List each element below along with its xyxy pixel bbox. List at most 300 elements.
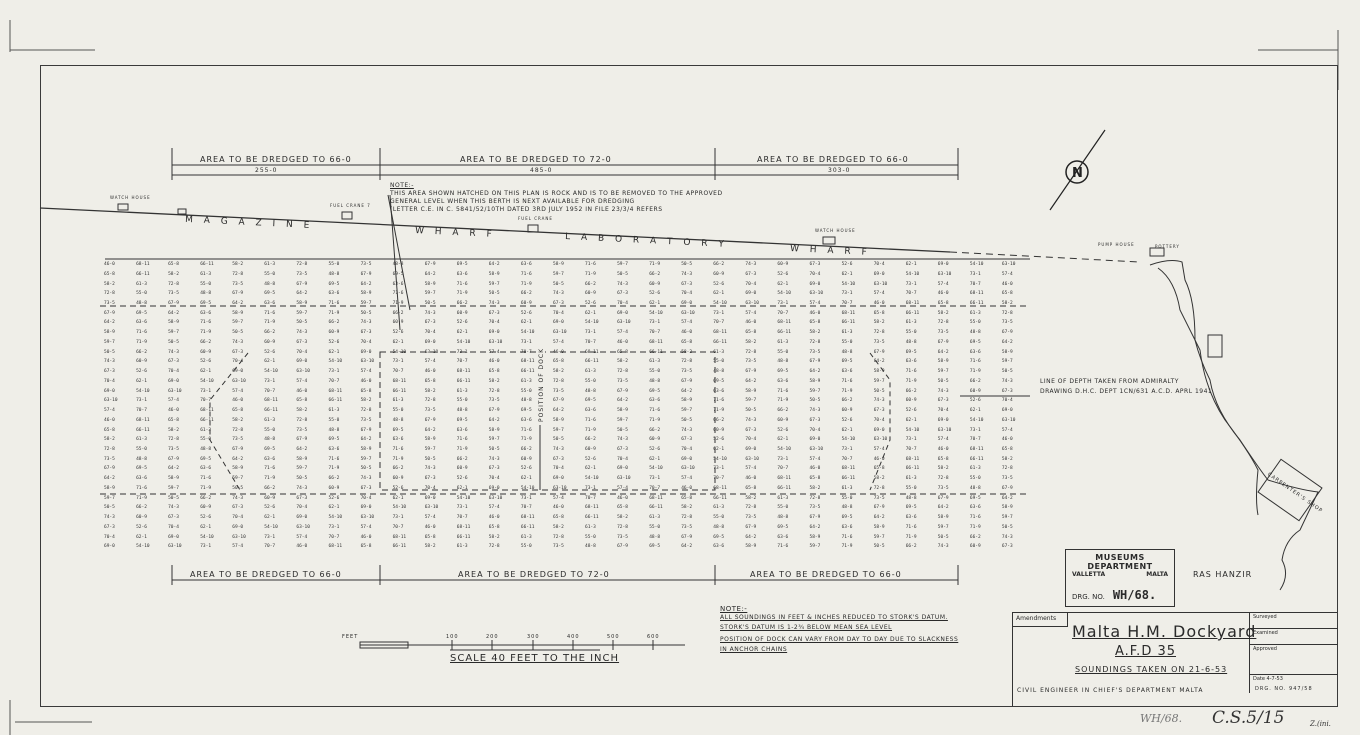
sounding-value: 52-6 [328,495,340,501]
sounding-value: 71-9 [136,339,147,345]
sounding-value: 67-9 [745,369,757,375]
sounding-value: 67-3 [681,281,693,287]
sounding-value: 54-10 [456,495,471,501]
sounding-value: 46-0 [681,330,693,336]
sounding-value: 71-9 [520,437,532,443]
sounding-value: 74-3 [424,466,436,472]
sounding-value: 57-4 [873,446,885,452]
sounding-value: 68-11 [136,417,150,423]
sounding-value: 69-0 [681,456,693,462]
sounding-value: 58-9 [617,408,628,413]
sounding-value: 66-2 [264,485,276,491]
scale-feet-label: FEET [342,634,359,640]
sounding-value: 74-3 [296,485,308,491]
sounding-value: 61-3 [777,495,789,501]
sounding-value: 73-1 [456,505,468,511]
sounding-value: 71-9 [585,427,596,433]
sounding-value: 58-2 [873,320,885,326]
sounding-value: 70-4 [1001,398,1013,404]
sounding-value: 63-6 [777,378,789,384]
sounding-value: 68-11 [905,456,920,462]
sounding-value: 69-5 [328,437,340,443]
sounding-value: 61-3 [713,505,725,511]
sounding-value: 67-3 [1001,544,1013,550]
sounding-value: 74-3 [104,359,115,365]
sounding-value: 46-0 [745,320,757,326]
sounding-value: 70-7 [328,534,340,540]
sounding-value: 52-6 [520,310,532,316]
sounding-value: 54-10 [649,466,663,472]
sounding-value: 67-9 [873,505,885,511]
sounding-value: 50-5 [937,378,949,384]
sounding-value: 48-8 [585,544,596,550]
scale-tick: 300 [527,634,540,640]
sounding-value: 46-0 [553,505,564,511]
sounding-value: 70-4 [553,310,564,316]
sounding-value: 50-5 [104,505,115,511]
sounding-value: 74-3 [232,495,244,501]
sounding-value: 69-5 [456,417,468,423]
sounding-value: 71-6 [392,446,404,452]
dredge-label-top-left: AREA TO BE DREDGED TO 66-0 [200,155,352,164]
sounding-value: 71-9 [264,476,276,482]
sounding-value: 70-7 [841,456,853,462]
sounding-value: 73-1 [841,291,853,297]
sounding-value: 58-9 [809,378,821,384]
sounding-value: 73-5 [553,388,564,394]
sounding-value: 46-0 [232,398,244,404]
sounding-value: 71-6 [200,476,212,482]
sounding-value: 62-1 [713,446,725,452]
sounding-value: 64-2 [873,359,885,365]
sounding-value: 58-2 [168,427,179,433]
sounding-value: 62-1 [456,485,468,491]
sounding-value: 61-3 [585,524,596,530]
sounding-value: 62-1 [649,300,661,306]
sounding-value: 48-8 [649,378,661,384]
sounding-value: 66-11 [456,378,471,384]
catalogue-initials: Z.(ini. [1310,720,1331,728]
sounding-value: 69-5 [520,408,532,413]
sounding-value: 61-3 [777,339,789,345]
sounding-value: 67-3 [1001,388,1013,394]
sounding-value: 57-4 [296,378,308,384]
sounding-value: 66-11 [841,476,856,482]
sounding-value: 74-3 [681,427,693,433]
scale-tick: 200 [486,634,499,640]
sounding-value: 67-9 [424,417,436,423]
sounding-value: 62-1 [264,515,276,521]
sounding-value: 50-5 [681,417,693,423]
scale-caption: SCALE 40 FEET TO THE INCH [450,653,620,664]
sounding-value: 68-11 [905,300,920,306]
sounding-value: 73-5 [232,437,244,443]
drawing-title: Malta H.M. Dockyard [1072,622,1257,641]
sounding-value: 71-9 [456,446,468,452]
sounding-value: 73-5 [296,271,308,277]
sounding-value: 57-4 [553,339,564,345]
sounding-value: 52-6 [905,408,917,413]
laboratory-label: L A B O R A T O R Y [564,232,729,250]
sounding-value: 54-10 [713,300,727,306]
sounding-value: 59-7 [232,476,244,482]
sounding-value: 70-4 [360,495,372,501]
sounding-value: 66-2 [905,388,917,394]
sounding-value: 52-6 [713,281,725,287]
sounding-value: 63-10 [553,330,567,336]
sounding-value: 65-8 [296,398,308,404]
sounding-value: 63-6 [585,408,596,413]
sounding-value: 57-4 [488,349,500,355]
sounding-value: 63-6 [520,417,532,423]
scale-tick: 500 [607,634,620,640]
sounding-value: 55-0 [905,330,917,336]
sounding-value: 52-6 [649,446,661,452]
sounding-value: 60-9 [328,330,340,336]
sounding-value: 66-2 [969,534,981,540]
sounding-value: 73-1 [264,378,276,384]
sounding-value: 69-0 [296,359,308,365]
sounding-value: 58-2 [1001,456,1013,462]
sounding-value: 63-6 [456,427,468,433]
sounding-value: 65-8 [168,417,179,423]
sounding-value: 62-1 [841,271,853,277]
sounding-value: 66-2 [392,310,404,316]
sounding-value: 69-0 [809,281,821,287]
sounding-value: 73-5 [168,446,179,452]
sounding-value: 55-0 [392,408,404,413]
sounding-value: 65-8 [424,534,436,540]
sounding-value: 58-9 [104,485,115,491]
sounding-value: 69-5 [969,495,981,501]
sounding-value: 65-8 [553,359,564,365]
sounding-value: 72-8 [873,485,885,491]
sounding-value: 48-8 [841,505,853,511]
sounding-value: 62-1 [713,291,725,297]
sounding-value: 71-6 [328,300,340,306]
sounding-value: 67-9 [617,544,628,550]
sounding-value: 59-7 [937,524,949,530]
sounding-value: 71-9 [200,330,212,336]
sounding-value: 64-2 [809,369,821,375]
top-note-heading: NOTE:- [390,182,414,189]
sounding-value: 64-2 [488,262,500,267]
sounding-value: 58-2 [360,398,372,404]
sounding-value: 71-9 [456,291,468,297]
sounding-value: 68-11 [520,515,535,521]
sounding-value: 67-9 [1001,485,1013,491]
sounding-value: 72-8 [553,534,564,540]
sounding-value: 62-1 [328,349,340,355]
sounding-value: 62-1 [777,437,789,443]
sounding-value: 66-11 [969,456,984,462]
sounding-value: 54-10 [264,369,278,375]
sounding-value: 58-9 [937,359,949,365]
sounding-value: 69-0 [745,446,757,452]
sounding-value: 70-7 [969,281,981,287]
bottom-note-line1: ALL SOUNDINGS IN FEET & INCHES REDUCED TO STORK'S DATUM. [720,614,948,621]
sounding-value: 67-9 [809,359,821,365]
sounding-value: 46-0 [937,291,949,297]
sounding-value: 69-5 [713,378,725,384]
sounding-value: 74-3 [488,456,500,462]
bottom-note-line4: IN ANCHOR CHAINS [720,646,788,653]
sounding-value: 73-1 [200,388,212,394]
sounding-value: 71-6 [520,271,532,277]
sounding-value: 55-0 [969,320,981,326]
sounding-value: 52-6 [456,476,468,482]
sounding-value: 58-2 [617,359,628,365]
sounding-value: 73-5 [1001,320,1013,326]
sounding-value: 70-4 [681,291,693,297]
sounding-value: 61-3 [264,417,276,423]
sounding-value: 55-0 [585,378,596,384]
sounding-value: 65-8 [617,349,628,355]
sounding-value: 66-2 [136,349,147,355]
sounding-value: 63-10 [104,398,118,404]
sounding-value: 73-1 [841,446,853,452]
sounding-value: 73-5 [617,534,628,540]
sounding-value: 57-4 [424,515,436,521]
sounding-value: 66-11 [520,524,535,530]
sounding-value: 52-6 [520,466,532,472]
sounding-value: 48-8 [777,359,789,365]
sounding-value: 62-1 [200,524,212,530]
sounding-value: 70-4 [488,476,500,482]
sounding-value: 70-7 [713,320,725,326]
sounding-value: 73-1 [264,534,276,540]
sounding-value: 63-6 [456,271,468,277]
sounding-value: 66-11 [520,369,535,375]
sounding-value: 59-7 [104,339,115,345]
sounding-value: 71-6 [841,534,853,540]
sounding-value: 54-10 [136,544,150,550]
sounding-value: 71-6 [905,524,917,530]
sounding-value: 60-9 [200,349,212,355]
sounding-value: 74-3 [104,515,115,521]
sounding-value: 72-8 [1001,310,1013,316]
sounding-value: 66-2 [200,339,212,345]
sounding-value: 70-7 [905,446,917,452]
sounding-value: 46-0 [745,476,757,482]
sounding-value: 58-2 [168,271,179,277]
sounding-value: 67-3 [745,427,757,433]
sounding-value: 60-9 [456,466,468,472]
sounding-value: 54-10 [969,262,984,267]
stamp-city: VALLETTA [1072,571,1106,578]
dredge-label-bottom-left: AREA TO BE DREDGED TO 66-0 [190,570,342,579]
sounding-value: 63-6 [136,320,147,326]
sounding-value: 66-11 [264,408,278,413]
sounding-value: 59-7 [681,408,693,413]
sounding-value: 67-9 [873,349,885,355]
sounding-value: 50-5 [360,466,372,472]
sounding-value: 67-3 [232,505,244,511]
sounding-value: 60-9 [136,515,147,521]
sounding-value: 63-10 [488,495,503,501]
bottom-note-heading: NOTE:- [720,605,748,613]
sounding-value: 52-6 [713,437,725,443]
sounding-value: 50-5 [360,310,372,316]
sounding-value: 70-7 [392,369,404,375]
sounding-value: 58-2 [232,262,244,267]
sounding-value: 62-1 [136,378,147,384]
sounding-value: 70-4 [168,369,179,375]
sounding-value: 54-10 [264,524,278,530]
sounding-value: 71-6 [969,515,981,521]
sounding-value: 71-9 [136,495,147,501]
sounding-value: 61-3 [264,262,276,267]
sounding-value: 52-6 [777,271,789,277]
sounding-value: 54-10 [841,281,856,287]
sounding-value: 71-9 [969,369,981,375]
sounding-value: 74-3 [296,330,308,336]
sounding-value: 69-0 [232,369,244,375]
sounding-value: 60-9 [328,485,340,491]
sounding-value: 69-5 [905,505,917,511]
sounding-value: 62-1 [905,417,917,423]
sounding-value: 74-3 [809,408,821,413]
sounding-value: 63-6 [905,359,917,365]
bottom-note-line3: POSITION OF DOCK CAN VARY FROM DAY TO DAY DUE TO SLACKNESS [720,636,959,643]
sounding-value: 67-3 [296,495,308,501]
sounding-value: 55-0 [841,339,853,345]
sounding-value: 69-5 [713,534,725,540]
sounding-value: 58-9 [745,544,757,550]
sounding-value: 60-9 [905,398,917,404]
sounding-value: 57-4 [681,320,693,326]
sounding-value: 63-10 [617,476,631,482]
line-of-depth-1: LINE OF DEPTH TAKEN FROM ADMIRALTY [1040,378,1179,385]
sounding-value: 46-0 [360,534,372,540]
sounding-value: 74-3 [360,320,372,326]
sounding-value: 63-10 [809,446,824,452]
sounding-value: 50-5 [232,330,244,336]
sounding-value: 70-4 [937,408,949,413]
sounding-value: 54-10 [456,339,471,345]
stamp-drg-label: DRG. NO. [1072,593,1105,601]
sounding-value: 63-10 [873,281,888,287]
sounding-value: 69-0 [168,378,179,384]
sounding-value: 71-6 [969,359,981,365]
sounding-value: 71-6 [585,417,596,423]
sounding-value: 62-1 [649,456,661,462]
sounding-value: 72-8 [617,524,628,530]
sounding-value: 70-4 [873,262,885,267]
sounding-value: 67-9 [296,437,308,443]
sounding-value: 70-4 [104,378,115,384]
sounding-value: 65-8 [873,466,885,472]
sounding-value: 71-9 [905,534,917,540]
sounding-value: 58-2 [873,476,885,482]
sounding-value: 64-2 [424,271,436,277]
sounding-value: 59-7 [617,417,628,423]
sounding-value: 60-9 [777,262,789,267]
sounding-value: 70-7 [649,485,661,491]
sounding-value: 66-2 [649,271,661,277]
sounding-value: 58-9 [424,437,436,443]
sounding-value: 50-5 [681,262,693,267]
sounding-value: 48-8 [456,408,468,413]
sounding-value: 48-8 [136,456,147,462]
sounding-value: 48-8 [777,515,789,521]
sounding-value: 58-9 [1001,349,1013,355]
sounding-value: 64-2 [681,544,693,550]
sounding-value: 67-9 [360,427,372,433]
sounding-value: 62-1 [456,330,468,336]
sounding-value: 61-3 [969,466,981,472]
sounding-value: 74-3 [937,544,949,550]
sounding-value: 71-6 [200,320,212,326]
sounding-value: 48-8 [392,262,404,267]
sounding-value: 73-5 [681,369,693,375]
sounding-value: 58-2 [424,544,436,550]
sounding-value: 46-0 [168,408,179,413]
sounding-value: 63-10 [745,456,759,462]
sounding-value: 46-0 [424,524,436,530]
sounding-value: 70-4 [232,515,244,521]
sounding-value: 48-8 [713,369,725,375]
sounding-value: 63-10 [681,466,695,472]
sounding-value: 71-9 [649,417,661,423]
sounding-value: 65-8 [809,320,821,326]
examined-cell: Examined [1250,629,1338,645]
sounding-value: 63-10 [809,291,824,297]
sounding-value: 57-4 [937,281,949,287]
sounding-value: 50-5 [168,339,179,345]
sounding-value: 59-7 [488,281,500,287]
sounding-value: 58-9 [873,369,885,375]
sounding-value: 73-1 [328,369,340,375]
sounding-value: 48-8 [200,291,212,297]
sounding-value: 66-11 [905,310,920,316]
sounding-value: 63-10 [553,485,567,491]
sounding-value: 59-7 [809,388,821,394]
sounding-value: 69-5 [905,349,917,355]
sounding-value: 74-3 [232,339,244,345]
sounding-value: 70-7 [456,359,468,365]
wharf-label-1: W H A R F [414,226,496,240]
sounding-value: 59-7 [168,330,179,336]
sounding-value: 59-7 [296,466,308,472]
sounding-value: 63-10 [873,437,888,443]
sounding-value: 74-3 [1001,378,1013,384]
sounding-value: 73-5 [168,291,179,297]
sounding-value: 66-2 [969,378,981,384]
sounding-value: 70-7 [200,398,212,404]
sounding-value: 68-11 [969,446,984,452]
date-cell: Date 4-7-53 [1253,676,1283,682]
sounding-value: 71-6 [392,291,404,297]
sounding-value: 64-2 [745,378,757,384]
sounding-value: 69-5 [841,515,853,521]
sounding-value: 70-4 [424,330,436,336]
svg-text:N: N [1072,166,1083,181]
sounding-value: 66-2 [713,417,725,423]
sounding-value: 46-0 [296,544,308,550]
sounding-value: 72-8 [617,369,628,375]
sounding-value: 66-11 [969,300,984,306]
sounding-value: 68-11 [969,291,984,297]
sounding-value: 61-3 [136,437,147,443]
sounding-value: 50-5 [296,476,308,482]
dredge-label-bottom-right: AREA TO BE DREDGED TO 66-0 [750,570,902,579]
sounding-value: 52-6 [649,291,661,297]
sounding-value: 68-11 [328,544,343,550]
sounding-value: 50-5 [617,427,628,433]
sounding-value: 52-6 [200,359,212,365]
sounding-value: 68-11 [777,320,791,326]
